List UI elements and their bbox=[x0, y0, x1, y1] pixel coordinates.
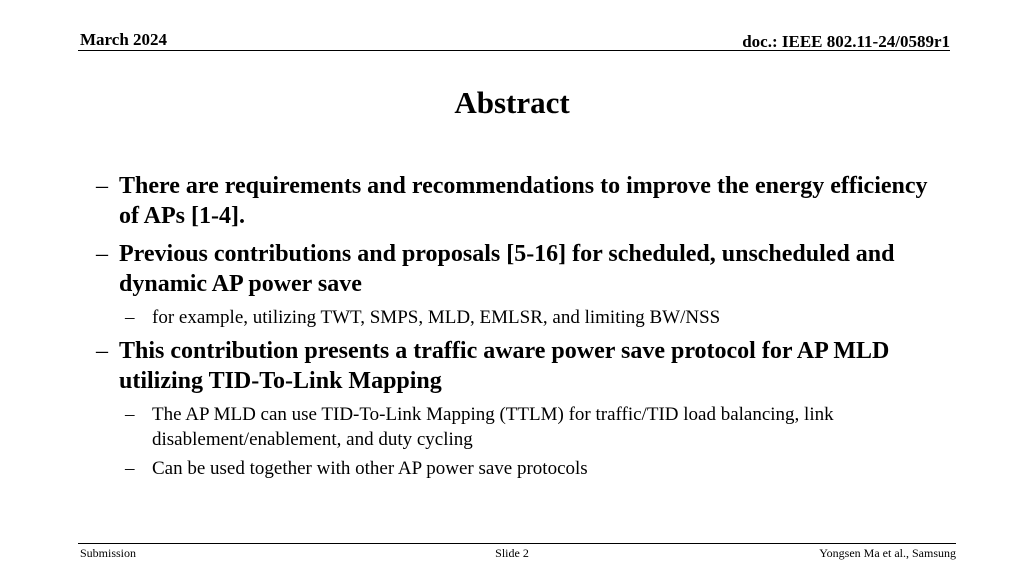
slide-body bbox=[96, 171, 936, 487]
bullet-dash: – bbox=[96, 338, 108, 364]
bullet-dash: – bbox=[96, 241, 108, 267]
sub-bullet-text: Can be used together with other AP power save protocols bbox=[152, 458, 588, 479]
bullet-1 bbox=[96, 171, 936, 231]
footer-rule bbox=[78, 543, 956, 544]
sub-bullet-dash: – bbox=[125, 307, 135, 328]
slide-title: Abstract bbox=[454, 85, 570, 120]
bullet-text: There are requirements and recommendations to improve the energy efficiency of APs [1-4]. bbox=[119, 173, 928, 229]
bullet-text: Previous contributions and proposals [5-16] for scheduled, unscheduled and dynamic AP power save bbox=[119, 241, 895, 297]
header-doc-id: doc.: IEEE 802.11-24/0589r1 bbox=[742, 32, 950, 51]
sub-bullet-3-2 bbox=[125, 456, 936, 481]
sub-bullet-2-1 bbox=[125, 305, 936, 330]
sub-bullet-dash: – bbox=[125, 404, 135, 425]
sub-bullet-3-1 bbox=[125, 402, 936, 452]
bullet-2 bbox=[96, 239, 936, 299]
header-rule bbox=[78, 50, 950, 51]
bullet-text: This contribution presents a traffic aware power save protocol for AP MLD utilizing TID-To-Link Mapping bbox=[119, 338, 890, 394]
footer-submission: Submission bbox=[80, 546, 137, 560]
sub-bullet-text: for example, utilizing TWT, SMPS, MLD, EMLSR, and limiting BW/NSS bbox=[152, 307, 721, 328]
sub-bullet-text: The AP MLD can use TID-To-Link Mapping (TTLM) for traffic/TID load balancing, link disablement/enablement, and duty cycling bbox=[152, 404, 834, 450]
footer-author: Yongsen Ma et al., Samsung bbox=[819, 546, 956, 560]
sub-bullet-dash: – bbox=[125, 458, 135, 479]
bullet-3 bbox=[96, 336, 936, 396]
footer-slide-number: Slide 2 bbox=[495, 546, 529, 560]
bullet-dash: – bbox=[96, 173, 108, 199]
header-date: March 2024 bbox=[80, 30, 168, 49]
